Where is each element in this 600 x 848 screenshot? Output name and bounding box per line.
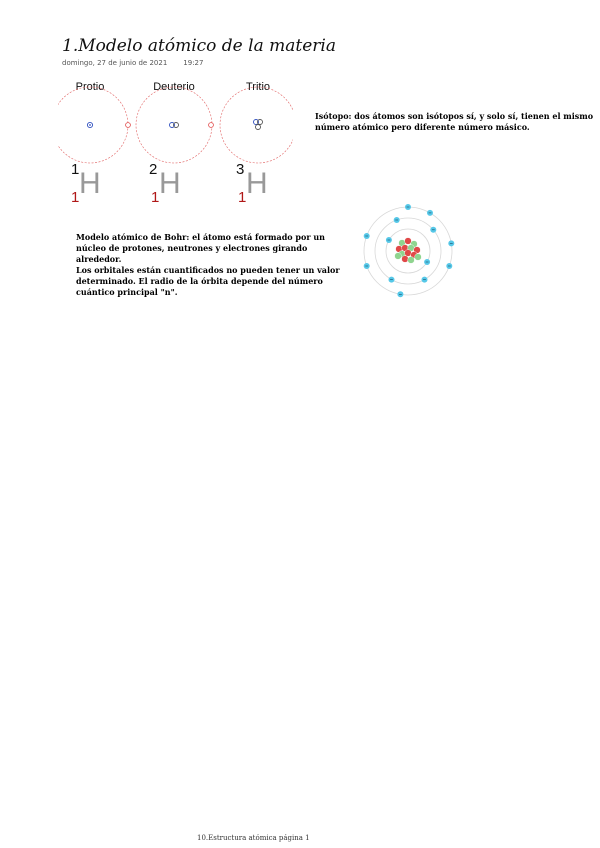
electron [209,123,214,128]
neutron [415,254,422,261]
nucleus-dot [89,124,91,126]
isotope-label-deuterium: Deuterio [153,81,195,93]
bohr-model-text [76,232,346,298]
neutron [408,257,415,264]
page-datetime [62,59,203,67]
atomic-number-deuterium: 1 [151,189,160,206]
page-time: 19:27 [183,59,204,67]
proton [405,250,412,257]
atomic-number-protium: 1 [71,189,80,206]
isotope-label-protium: Protio [75,81,105,93]
mass-number-deuterium: 2 [149,161,158,178]
orbit [136,87,212,163]
page-footer: 10.Estructura atómica página 1 [197,834,310,842]
symbol-tritium: H [246,167,268,200]
bohr-line-2: Los orbitales están cuantificados no pueden tener un valor determinado. El radio de la órbita depende del número cuántico principal "n". [76,265,340,297]
symbol-protium: H [79,167,101,200]
bohr-atom-diagram [358,203,458,300]
deuterium-atom [136,81,213,206]
isotope-definition: Isótopo: dos átomos son isótopos sí, y solo sí, tienen el mismo número atómico pero diferente número másico. [315,111,594,132]
protium-atom [58,81,130,206]
bohr-nucleus [395,238,422,264]
page-title: 1.Modelo atómico de la materia [62,36,336,56]
tritium-atom [220,81,293,206]
isotope-label-tritium: Tritio [245,81,271,93]
electron [126,123,131,128]
proton [405,238,412,245]
isotopes-diagram [58,76,293,206]
bohr-line-1: Modelo atómico de Bohr: el átomo está formado por un núcleo de protones, neutrones y electrones girando alrededor. [76,232,325,264]
mass-number-protium: 1 [71,161,80,178]
page-date: domingo, 27 de junio de 2021 [62,59,168,67]
nucleus-neutron [256,125,261,130]
proton [402,256,409,263]
mass-number-tritium: 3 [236,161,245,178]
symbol-deuterium: H [159,167,181,200]
neutron [395,253,402,260]
atomic-number-tritium: 1 [238,189,247,206]
